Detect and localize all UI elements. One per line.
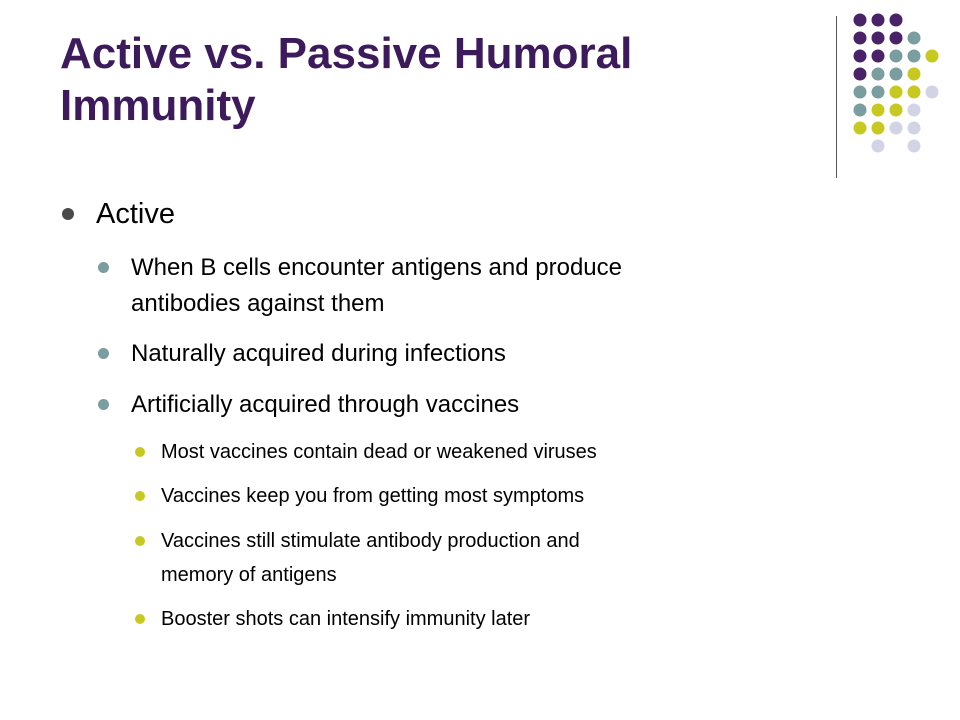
title-line-1: Active vs. Passive Humoral (60, 29, 633, 78)
bullet-text: antibodies against them (131, 290, 385, 317)
sub-sub-bullet-vaccines-stimulate-continued (161, 559, 337, 591)
bullet-dot-icon (135, 536, 145, 546)
bullet-text: Artificially acquired through vaccines (131, 391, 520, 418)
sub-sub-bullet-booster-shots (161, 603, 530, 635)
bullet-dot-icon (135, 491, 145, 501)
bullet-text: Naturally acquired during infections (131, 340, 506, 367)
title-line-2: Immunity (60, 81, 256, 130)
sub-sub-bullet-vaccines-stimulate (161, 525, 580, 557)
bullet-text: Vaccines still stimulate antibody production and (161, 530, 580, 552)
bullet-dot-icon (98, 262, 109, 273)
sub-bullet-naturally-acquired (131, 336, 506, 372)
sub-sub-bullet-vaccines-symptoms (161, 480, 584, 512)
bullet-text: Vaccines keep you from getting most symptoms (161, 485, 585, 507)
bullet-text: Active (96, 198, 175, 230)
sub-bullet-b-cells-continued (131, 286, 385, 322)
sub-sub-bullet-vaccines-contain (161, 436, 597, 468)
bullet-text: memory of antigens (161, 564, 337, 586)
bullet-text: When B cells encounter antigens and produce (131, 254, 622, 281)
bullet-dot-icon (62, 208, 74, 220)
sub-bullet-b-cells (131, 250, 622, 286)
bullet-dot-icon (98, 399, 109, 410)
bullet-active (96, 197, 175, 231)
bullet-dot-icon (98, 348, 109, 359)
sub-bullet-artificially-acquired (131, 387, 519, 423)
bullet-text: Booster shots can intensify immunity later (161, 608, 531, 630)
bullet-dot-icon (135, 447, 145, 457)
bullet-dot-icon (135, 614, 145, 624)
bullet-text: Most vaccines contain dead or weakened viruses (161, 441, 597, 463)
